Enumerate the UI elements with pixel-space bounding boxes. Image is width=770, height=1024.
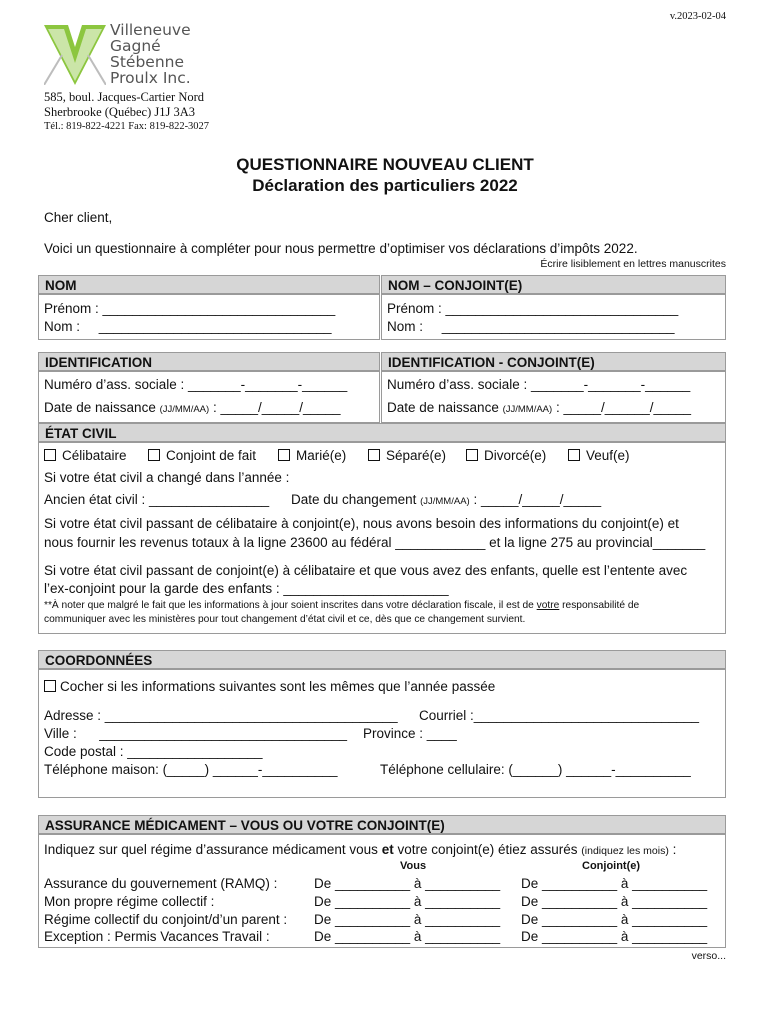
etat-option-label: Marié(e)	[296, 448, 347, 463]
dob-field[interactable]	[44, 400, 341, 415]
nom-header: NOM	[38, 275, 380, 294]
code-postal-field[interactable]: Code postal : __________________	[44, 744, 263, 759]
changed-label: Si votre état civil a changé dans l’année :	[44, 470, 290, 485]
checkbox[interactable]	[278, 449, 290, 461]
dob-conjoint-blank: : _____/______/_____	[552, 400, 692, 415]
col-conjoint: Conjoint(e)	[582, 860, 641, 872]
question-end: :	[668, 842, 677, 857]
etat-option-label: Conjoint de fait	[166, 448, 257, 463]
assurance-header: ASSURANCE MÉDICAMENT – VOUS OU VOTRE CONJOINT(E)	[38, 815, 726, 834]
etat-option-label: Célibataire	[62, 448, 127, 463]
etat-option[interactable]	[278, 448, 346, 463]
para1-line1: Si votre état civil passant de célibataire à conjoint(e), nous avons besoin des informations du conjoint(e) et	[44, 516, 679, 531]
etat-option[interactable]	[148, 448, 256, 463]
firm-address-1: 585, boul. Jacques-Cartier Nord	[44, 90, 205, 104]
date-changement-label: Date du changement	[291, 492, 421, 507]
page-title: QUESTIONNAIRE NOUVEAU CLIENT	[236, 155, 534, 174]
dob-blank: : _____/_____/_____	[209, 400, 341, 415]
date-changement-field[interactable]	[291, 492, 601, 507]
propre-regime-label: Mon propre régime collectif :	[44, 894, 215, 909]
dob-format: (JJ/MM/AA)	[159, 404, 210, 415]
note-line1-start: **À noter que malgré le fait que les informations à jour soient inscrites dans votre déclaration fiscale, il est de	[44, 600, 537, 611]
firm-name-line: Villeneuve	[110, 21, 191, 39]
regime-conjoint-conjoint-field[interactable]: De __________ à __________	[521, 912, 708, 927]
question-start: Indiquez sur quel régime d’assurance médicament vous	[44, 842, 382, 857]
coordonnees-header: COORDONNÉES	[38, 650, 726, 669]
exception-conjoint-field[interactable]: De __________ à __________	[521, 929, 708, 944]
propre-regime-conjoint-field[interactable]: De __________ à __________	[521, 894, 708, 909]
note-line1	[44, 600, 639, 611]
page-subtitle: Déclaration des particuliers 2022	[252, 176, 518, 195]
checkbox[interactable]	[44, 449, 56, 461]
dob-label: Date de naissance	[44, 400, 160, 415]
version-label: v.2023-02-04	[669, 11, 726, 22]
ramq-label: Assurance du gouvernement (RAMQ) :	[44, 876, 278, 891]
firm-name-line: Proulx Inc.	[110, 69, 191, 87]
etat-option[interactable]	[44, 448, 127, 463]
firm-name	[110, 22, 191, 86]
federal-blank[interactable]: ____________	[395, 535, 486, 550]
etat-option-label: Séparé(e)	[386, 448, 447, 463]
question-hint: (indiquez les mois)	[581, 845, 669, 857]
adresse-field[interactable]: Adresse : _______________________________________	[44, 708, 398, 723]
regime-conjoint-vous-field[interactable]: De __________ à __________	[314, 912, 501, 927]
same-as-last-year[interactable]	[44, 679, 495, 694]
etat-option[interactable]	[368, 448, 446, 463]
province-field[interactable]: Province : ____	[363, 726, 457, 741]
ville-field[interactable]: Ville : _________________________________	[44, 726, 348, 741]
dob-conjoint-label: Date de naissance	[387, 400, 503, 415]
ramq-vous-field[interactable]: De __________ à __________	[314, 876, 501, 891]
ramq-conjoint-field[interactable]: De __________ à __________	[521, 876, 708, 891]
handwriting-note: Écrire lisiblement en lettres manuscrites	[540, 258, 726, 270]
regime-conjoint-label: Régime collectif du conjoint/d’un parent :	[44, 912, 288, 927]
note-votre: votre	[536, 600, 560, 611]
col-vous: Vous	[400, 860, 427, 872]
identification-header: IDENTIFICATION	[38, 352, 380, 371]
etat-civil-header: ÉTAT CIVIL	[38, 423, 726, 442]
firm-name-line: Gagné	[110, 37, 161, 55]
courriel-field[interactable]: Courriel :______________________________	[419, 708, 700, 723]
identification-conjoint-header: IDENTIFICATION - CONJOINT(E)	[381, 352, 726, 371]
nom-conjoint-header: NOM – CONJOINT(E)	[381, 275, 726, 294]
checkbox[interactable]	[568, 449, 580, 461]
prenom-field[interactable]: Prénom : _______________________________	[44, 301, 336, 316]
intro-text: Voici un questionnaire à compléter pour nous permettre d’optimiser vos déclarations d’impôts 2022.	[44, 241, 638, 256]
firm-logo-mark	[44, 25, 106, 85]
checkbox[interactable]	[368, 449, 380, 461]
prenom-conjoint-field[interactable]: Prénom : _______________________________	[387, 301, 679, 316]
note-line2: communiquer avec les ministères pour tout changement d’état civil et ce, dès que ce changement survient.	[44, 614, 526, 625]
para1-line2-end[interactable]: et la ligne 275 au provincial_______	[485, 535, 706, 550]
checkbox[interactable]	[466, 449, 478, 461]
exception-label: Exception : Permis Vacances Travail :	[44, 929, 270, 944]
firm-name-line: Stébenne	[110, 53, 185, 71]
date-changement-format: (JJ/MM/AA)	[420, 496, 470, 507]
garde-field[interactable]: l’ex-conjoint pour la garde des enfants : ______________________	[44, 581, 449, 596]
same-as-last-year-label: Cocher si les informations suivantes sont les mêmes que l’année passée	[60, 679, 496, 694]
tel-cellulaire-field[interactable]: Téléphone cellulaire: (______) ______-__________	[380, 762, 691, 777]
firm-logo	[44, 25, 106, 85]
para2-line1: Si votre état civil passant de conjoint(e) à célibataire et que vous avez des enfants, quelle est l’entente avec	[44, 563, 688, 578]
etat-option[interactable]	[568, 448, 630, 463]
nas-field[interactable]: Numéro d’ass. sociale : _______-_______-______	[44, 377, 348, 392]
etat-option-label: Divorcé(e)	[484, 448, 547, 463]
nom-conjoint-field[interactable]: Nom : _______________________________	[387, 319, 675, 334]
date-changement-blank: : _____/_____/_____	[469, 492, 602, 507]
verso-label: verso...	[691, 950, 726, 962]
dob-conjoint-field[interactable]	[387, 400, 691, 415]
checkbox[interactable]	[148, 449, 160, 461]
para1-line2-start: nous fournir les revenus totaux à la ligne 23600 au fédéral	[44, 535, 396, 550]
firm-phones: Tél.: 819-822-4221 Fax: 819-822-3027	[44, 121, 210, 132]
checkbox[interactable]	[44, 680, 56, 692]
assurance-question	[44, 842, 676, 857]
etat-option-label: Veuf(e)	[586, 448, 630, 463]
dob-conjoint-format: (JJ/MM/AA)	[502, 404, 553, 415]
question-et: et	[381, 842, 394, 857]
greeting: Cher client,	[44, 210, 113, 225]
nas-conjoint-field[interactable]: Numéro d’ass. sociale : _______-_______-______	[387, 377, 691, 392]
propre-regime-vous-field[interactable]: De __________ à __________	[314, 894, 501, 909]
nom-field[interactable]: Nom : _______________________________	[44, 319, 332, 334]
etat-option[interactable]	[466, 448, 546, 463]
tel-maison-field[interactable]: Téléphone maison: (_____) ______-__________	[44, 762, 338, 777]
para1-line2	[44, 535, 705, 550]
ancien-etat-field[interactable]: Ancien état civil : ________________	[44, 492, 270, 507]
firm-address-2: Sherbrooke (Québec) J1J 3A3	[44, 105, 196, 119]
exception-vous-field[interactable]: De __________ à __________	[314, 929, 501, 944]
question-middle: votre conjoint(e) étiez assurés	[393, 842, 582, 857]
note-line1-end: responsabilité de	[559, 600, 640, 611]
